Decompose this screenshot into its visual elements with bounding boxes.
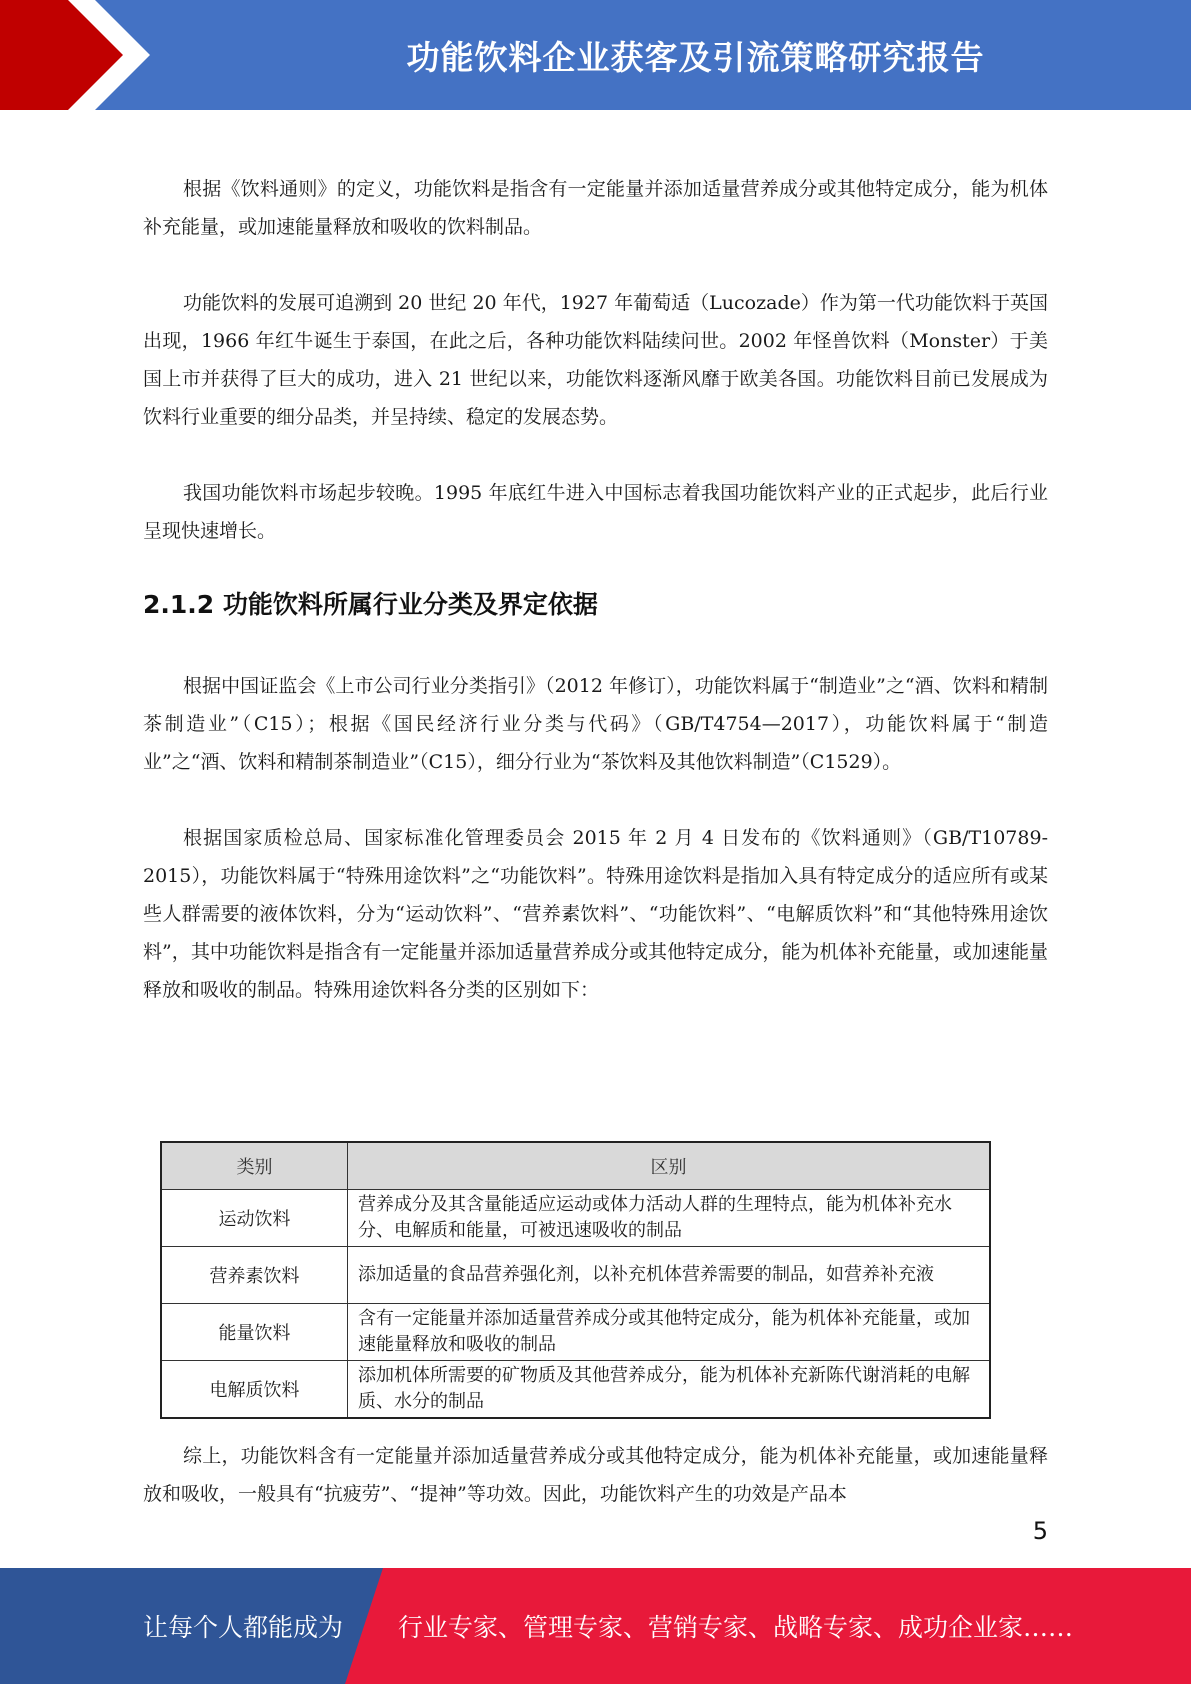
paragraph-definition: 根据《饮料通则》的定义，功能饮料是指含有一定能量并添加适量营养成分或其他特定成分，能为机体补充能量，或加速能量释放和吸收的饮料制品。 (143, 178, 1048, 238)
table-cell-description: 营养成分及其含量能适应运动或体力活动人群的生理特点，能为机体补充水分、电解质和能量，可被迅速吸收的制品 (348, 1190, 991, 1247)
table-header-category: 类别 (161, 1142, 348, 1190)
table-row (161, 1361, 990, 1419)
table-row (161, 1247, 990, 1304)
beverage-category-table (160, 1141, 991, 1419)
table-cell-category: 电解质饮料 (161, 1361, 348, 1419)
footer-slogan-right: 行业专家、管理专家、营销专家、战略专家、成功企业家…… (398, 1613, 1074, 1642)
table-cell-category: 营养素饮料 (161, 1247, 348, 1304)
table-cell-description: 添加机体所需要的矿物质及其他营养成分，能为机体补充新陈代谢消耗的电解质、水分的制品 (348, 1361, 991, 1419)
table-cell-description: 添加适量的食品营养强化剂，以补充机体营养需要的制品，如营养补充液 (348, 1247, 991, 1304)
table-row (161, 1304, 990, 1361)
paragraph-history: 功能饮料的发展可追溯到 20 世纪 20 年代，1927 年葡萄适（Lucozade）作为第一代功能饮料于英国出现，1966 年红牛诞生于泰国，在此之后，各种功能饮料陆续问世。2002 年怪兽饮料（Monster）于美国上市并获得了巨大的成功，进入 21 世纪以来，功能饮料逐渐风靡于欧美各国。功能饮料目前已发展成为饮料行业重要的细分品类，并呈持续、稳定的发展态势。 (143, 292, 1048, 428)
footer-slogan-left: 让每个人都能成为 (143, 1613, 344, 1642)
paragraph-china-market: 我国功能饮料市场起步较晚。1995 年底红牛进入中国标志着我国功能饮料产业的正式起步，此后行业呈现快速增长。 (143, 482, 1048, 542)
table-cell-description: 含有一定能量并添加适量营养成分或其他特定成分，能为机体补充能量，或加速能量释放和吸收的制品 (348, 1304, 991, 1361)
table-header-difference: 区别 (348, 1142, 991, 1190)
table-row (161, 1190, 990, 1247)
paragraph-standard: 根据国家质检总局、国家标准化管理委员会 2015 年 2 月 4 日发布的《饮料通则》（GB/T10789-2015），功能饮料属于“特殊用途饮料”之“功能饮料”。特殊用途饮料是指加入具有特定成分的适应所有或某些人群需要的液体饮料，分为“运动饮料”、“营养素饮料”、“功能饮料”、“电解质饮料”和“其他特殊用途饮料”，其中功能饮料是指含有一定能量并添加适量营养成分或其他特定成分，能为机体补充能量，或加速能量释放和吸收的制品。特殊用途饮料各分类的区别如下： (143, 827, 1048, 1001)
document-body (143, 170, 1048, 550)
header-title: 功能饮料企业获客及引流策略研究报告 (406, 37, 985, 77)
table-cell-category: 运动饮料 (161, 1190, 348, 1247)
paragraph-summary: 综上，功能饮料含有一定能量并添加适量营养成分或其他特定成分，能为机体补充能量，或加速能量释放和吸收，一般具有“抗疲劳”、“提神”等功效。因此，功能饮料产生的功效是产品本 (143, 1445, 1048, 1505)
section-heading: 2.1.2 功能饮料所属行业分类及界定依据 (143, 590, 598, 619)
table-header-row (161, 1142, 990, 1190)
document-body-summary (143, 1437, 1048, 1513)
category-table (160, 1141, 991, 1419)
page-number: 5 (1032, 1517, 1048, 1545)
page-header (0, 0, 1191, 110)
page-footer (0, 1568, 1191, 1684)
paragraph-industry-classification: 根据中国证监会《上市公司行业分类指引》（2012 年修订），功能饮料属于“制造业”之“酒、饮料和精制茶制造业”（C15）；根据《国民经济行业分类与代码》（GB/T4754—2017），功能饮料属于“制造业”之“酒、饮料和精制茶制造业”（C15），细分行业为“茶饮料及其他饮料制造”（C1529）。 (143, 675, 1048, 773)
table-cell-category: 能量饮料 (161, 1304, 348, 1361)
document-body-classification (143, 667, 1048, 1009)
